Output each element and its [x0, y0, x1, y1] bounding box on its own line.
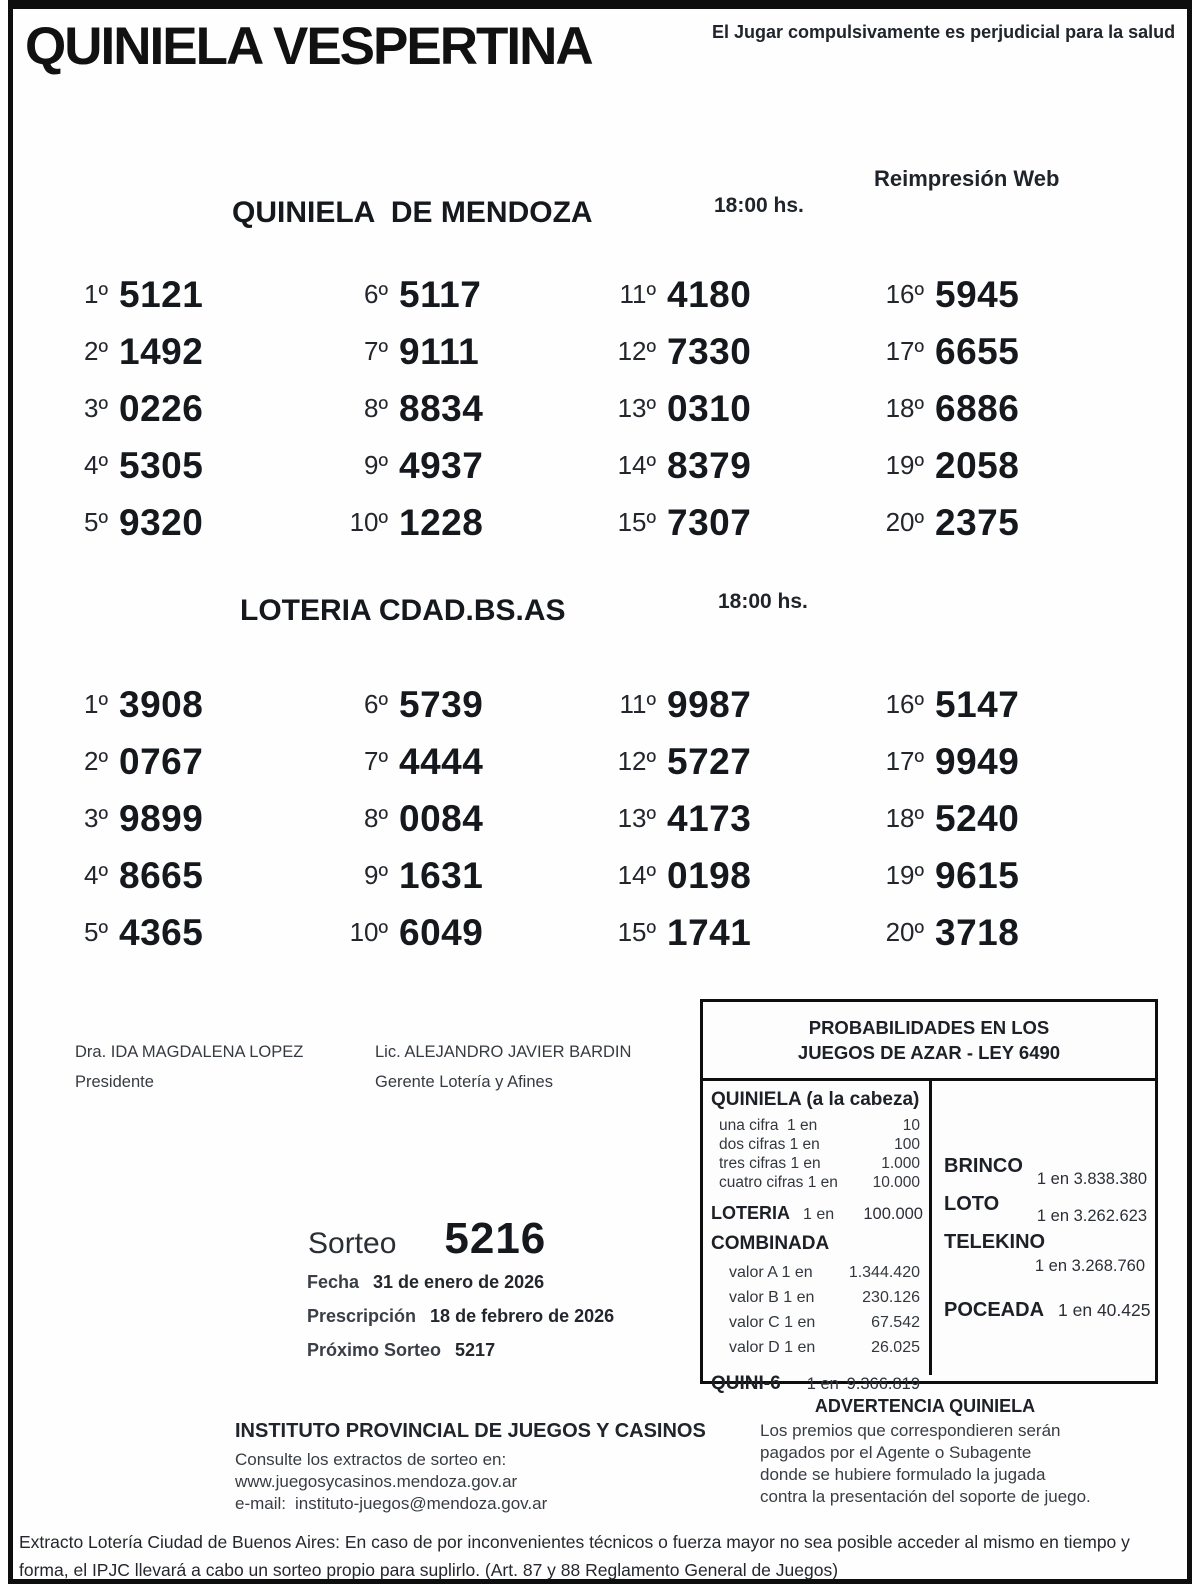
result-number: 4937: [399, 444, 484, 486]
result-cell: [50, 437, 330, 494]
result-number: 5117: [399, 273, 482, 315]
result-cell: [866, 847, 1116, 904]
probabilities-title: [703, 1002, 1155, 1081]
advertencia-title: ADVERTENCIA QUINIELA: [814, 1396, 1036, 1416]
odds-value: 10.000: [872, 1174, 920, 1191]
proximo-sorteo-value: 5217: [455, 1340, 496, 1360]
odds-label: dos cifras 1 en: [719, 1136, 820, 1153]
result-position: 3º: [84, 803, 108, 833]
result-number: 3718: [935, 911, 1020, 953]
result-number: 1741: [667, 911, 752, 953]
odds-row: [711, 1285, 924, 1310]
result-position: 6º: [364, 279, 388, 309]
quini6-odds-row: [711, 1373, 924, 1395]
telekino-odds-row: [944, 1231, 1147, 1276]
odds-label: cuatro cifras 1 en: [719, 1174, 838, 1191]
result-position: 12º: [617, 336, 656, 366]
result-number: 5147: [935, 683, 1020, 725]
sorteo-row: [308, 1214, 546, 1264]
result-position: 14º: [617, 860, 656, 890]
result-number: 8834: [399, 387, 484, 429]
result-number: 9987: [667, 683, 752, 725]
fecha-value: 31 de enero de 2026: [373, 1272, 545, 1292]
result-cell: [330, 494, 598, 551]
telekino-label: TELEKINO: [944, 1231, 1046, 1253]
result-number: 4173: [667, 797, 752, 839]
result-number: 2058: [935, 444, 1020, 486]
results-grid-mendoza: [50, 266, 1116, 551]
sorteo-label: Sorteo: [308, 1227, 397, 1260]
loto-label: LOTO: [944, 1193, 1000, 1215]
result-position: 20º: [885, 917, 924, 947]
result-number: 0084: [399, 797, 484, 839]
loteria-odds-mid: 1 en: [803, 1206, 835, 1223]
odds-row: [711, 1135, 924, 1154]
advertencia-line: donde se hubiere formulado la jugada: [760, 1465, 1046, 1484]
probabilities-title-line1: PROBABILIDADES EN LOS: [808, 1016, 1050, 1038]
email-label: e-mail:: [235, 1494, 287, 1513]
poceada-label: POCEADA: [944, 1299, 1045, 1321]
result-number: 0226: [119, 387, 204, 429]
result-cell: [50, 676, 330, 733]
brinco-label: BRINCO: [944, 1155, 1023, 1177]
odds-value: 1.344.420: [848, 1264, 920, 1281]
signature-manager-name: Lic. ALEJANDRO JAVIER BARDIN: [375, 1043, 632, 1061]
result-number: 9320: [119, 501, 204, 543]
advertencia-body: [760, 1420, 1160, 1508]
probabilities-box: [700, 999, 1158, 1394]
advertencia-line: contra la presentación del soporte de juego.: [760, 1487, 1091, 1506]
result-number: 1228: [399, 501, 484, 543]
result-position: 15º: [617, 507, 656, 537]
loteria-odds-row: [711, 1203, 924, 1224]
institute-name: INSTITUTO PROVINCIAL DE JUEGOS Y CASINOS: [235, 1420, 706, 1442]
loto-odds: 1 en 3.262.623: [1036, 1207, 1147, 1225]
odds-value: 67.542: [871, 1314, 920, 1331]
result-position: 18º: [885, 393, 924, 423]
probabilities-title-line2: JUEGOS DE AZAR - LEY 6490: [797, 1041, 1061, 1063]
result-position: 15º: [617, 917, 656, 947]
result-position: 19º: [885, 450, 924, 480]
result-cell: [598, 904, 866, 961]
brinco-odds-row: [944, 1155, 1147, 1193]
health-warning: El Jugar compulsivamente es perjudicial para la salud: [712, 22, 1176, 42]
result-number: 9949: [935, 740, 1020, 782]
result-cell: [598, 323, 866, 380]
result-number: 5121: [119, 273, 204, 315]
signature-president-role: Presidente: [75, 1073, 154, 1091]
result-cell: [50, 266, 330, 323]
result-position: 8º: [364, 803, 388, 833]
result-cell: [598, 676, 866, 733]
draw-title-mendoza: QUINIELA DE MENDOZA: [232, 196, 593, 229]
prescripcion-label: Prescripción: [307, 1306, 417, 1326]
result-cell: [598, 494, 866, 551]
result-cell: [866, 380, 1116, 437]
result-position: 5º: [84, 507, 108, 537]
odds-label: una cifra 1 en: [719, 1117, 818, 1134]
result-position: 1º: [84, 279, 108, 309]
result-position: 2º: [84, 746, 108, 776]
quini6-odds-label: QUINI-6: [711, 1373, 781, 1394]
result-cell: [866, 790, 1116, 847]
result-position: 16º: [885, 279, 924, 309]
brinco-odds: 1 en 3.838.380: [1036, 1170, 1147, 1188]
result-position: 11º: [619, 279, 656, 309]
poceada-odds: 1 en 40.425: [1058, 1300, 1151, 1320]
combinada-odds-rows: [711, 1260, 924, 1360]
result-cell: [330, 733, 598, 790]
sorteo-number: 5216: [444, 1214, 547, 1263]
quini6-odds-mid: 1 en: [806, 1375, 839, 1393]
result-number: 5305: [119, 444, 204, 486]
email-address: instituto-juegos@mendoza.gov.ar: [295, 1494, 548, 1513]
result-cell: [598, 380, 866, 437]
odds-label: valor D 1 en: [729, 1339, 816, 1356]
result-position: 9º: [364, 860, 388, 890]
proximo-sorteo-label: Próximo Sorteo: [307, 1340, 442, 1360]
result-position: 1º: [84, 689, 108, 719]
result-number: 0767: [119, 740, 204, 782]
result-cell: [330, 790, 598, 847]
result-number: 5727: [667, 740, 752, 782]
odds-row: [711, 1310, 924, 1335]
result-cell: [866, 323, 1116, 380]
fecha-line: [307, 1272, 544, 1293]
prescripcion-value: 18 de febrero de 2026: [430, 1306, 615, 1326]
loto-odds-row: [944, 1193, 1147, 1231]
result-position: 10º: [349, 507, 388, 537]
result-position: 17º: [885, 746, 924, 776]
odds-row: [711, 1260, 924, 1285]
result-number: 2375: [935, 501, 1020, 543]
result-number: 1492: [119, 330, 204, 372]
result-number: 0310: [667, 387, 752, 429]
result-position: 7º: [364, 336, 388, 366]
result-position: 4º: [84, 450, 108, 480]
result-position: 10º: [349, 917, 388, 947]
odds-value: 100: [894, 1136, 920, 1153]
result-number: 8379: [667, 444, 752, 486]
prescripcion-line: [307, 1306, 614, 1327]
result-number: 4444: [399, 740, 484, 782]
result-number: 5945: [935, 273, 1020, 315]
institute-email-line: [235, 1494, 547, 1514]
odds-label: valor A 1 en: [729, 1264, 813, 1281]
result-cell: [330, 847, 598, 904]
result-position: 2º: [84, 336, 108, 366]
combinada-odds-header: COMBINADA: [711, 1233, 830, 1254]
advertencia-line: Los premios que correspondieren serán: [760, 1421, 1061, 1440]
result-number: 7330: [667, 330, 752, 372]
result-cell: [50, 323, 330, 380]
result-number: 9899: [119, 797, 204, 839]
result-number: 6886: [935, 387, 1020, 429]
result-number: 9615: [935, 854, 1020, 896]
result-position: 13º: [617, 393, 656, 423]
result-cell: [330, 676, 598, 733]
result-cell: [330, 904, 598, 961]
proximo-sorteo-line: [307, 1340, 495, 1361]
odds-row: [711, 1173, 924, 1192]
quini6-odds-value: 9.366.819: [846, 1375, 920, 1393]
institute-website: www.juegosycasinos.mendoza.gov.ar: [235, 1472, 518, 1491]
result-position: 20º: [885, 507, 924, 537]
result-number: 6655: [935, 330, 1020, 372]
signature-president-name: Dra. IDA MAGDALENA LOPEZ: [75, 1043, 304, 1061]
result-cell: [50, 847, 330, 904]
footer-legal-note: Extracto Lotería Ciudad de Buenos Aires: En caso de por inconvenientes técnicos o fuerza mayor no sea posible acceder al mismo en tiempo y forma, el IPJC llevará a cabo un sorteo propio para suplirlo. (Art. 87 y 88 Reglamento General de Juegos): [19, 1532, 1130, 1580]
result-position: 11º: [619, 689, 656, 719]
result-number: 1631: [399, 854, 484, 896]
result-position: 5º: [84, 917, 108, 947]
result-cell: [866, 904, 1116, 961]
result-cell: [50, 733, 330, 790]
result-position: 4º: [84, 860, 108, 890]
poceada-odds-row: [944, 1299, 1151, 1322]
odds-value: 1.000: [881, 1155, 920, 1172]
odds-label: valor C 1 en: [729, 1314, 816, 1331]
result-position: 8º: [364, 393, 388, 423]
result-position: 13º: [617, 803, 656, 833]
result-number: 6049: [399, 911, 484, 953]
odds-row: [711, 1116, 924, 1135]
document-page: [8, 0, 1192, 1584]
result-cell: [330, 323, 598, 380]
result-number: 8665: [119, 854, 204, 896]
odds-row: [711, 1154, 924, 1173]
result-cell: [598, 847, 866, 904]
result-position: 16º: [885, 689, 924, 719]
loteria-odds-value: 100.000: [863, 1205, 923, 1223]
draw-time-mendoza: 18:00 hs.: [714, 194, 804, 217]
result-cell: [330, 380, 598, 437]
quiniela-odds-header: QUINIELA (a la cabeza): [711, 1089, 920, 1110]
result-position: 14º: [617, 450, 656, 480]
result-position: 12º: [617, 746, 656, 776]
telekino-odds: 1 en 3.268.760: [1034, 1257, 1145, 1275]
odds-value: 230.126: [862, 1289, 920, 1306]
result-cell: [50, 494, 330, 551]
loteria-odds-label: LOTERIA: [711, 1203, 790, 1223]
result-cell: [50, 380, 330, 437]
reprint-label: Reimpresión Web: [874, 166, 1060, 191]
draw-time-bsas: 18:00 hs.: [718, 590, 808, 613]
institute-consult-line: Consulte los extractos de sorteo en:: [235, 1450, 507, 1469]
result-number: 4365: [119, 911, 204, 953]
result-cell: [866, 733, 1116, 790]
result-number: 5739: [399, 683, 484, 725]
advertencia-line: pagados por el Agente o Subagente: [760, 1443, 1032, 1462]
signature-manager-role: Gerente Lotería y Afines: [375, 1073, 553, 1091]
results-grid-bsas: [50, 676, 1116, 961]
fecha-label: Fecha: [307, 1272, 360, 1292]
odds-label: valor B 1 en: [729, 1289, 815, 1306]
result-position: 3º: [84, 393, 108, 423]
result-number: 4180: [667, 273, 752, 315]
result-position: 9º: [364, 450, 388, 480]
result-cell: [598, 266, 866, 323]
result-number: 9111: [399, 330, 480, 372]
result-position: 18º: [885, 803, 924, 833]
draw-title-bsas: LOTERIA CDAD.BS.AS: [240, 594, 566, 627]
page-title: QUINIELA VESPERTINA: [25, 17, 592, 76]
result-number: 7307: [667, 501, 752, 543]
probabilities-left-column: [703, 1081, 932, 1394]
result-cell: [598, 437, 866, 494]
result-cell: [866, 494, 1116, 551]
result-cell: [866, 676, 1116, 733]
result-cell: [598, 733, 866, 790]
result-cell: [50, 904, 330, 961]
result-cell: [50, 790, 330, 847]
result-cell: [330, 437, 598, 494]
result-position: 6º: [364, 689, 388, 719]
odds-value: 26.025: [871, 1339, 920, 1356]
result-number: 3908: [119, 683, 204, 725]
result-number: 0198: [667, 854, 752, 896]
result-cell: [866, 266, 1116, 323]
result-position: 7º: [364, 746, 388, 776]
result-cell: [866, 437, 1116, 494]
probabilities-body: [703, 1081, 1155, 1394]
odds-value: 10: [902, 1117, 920, 1134]
odds-label: tres cifras 1 en: [719, 1155, 821, 1172]
result-number: 5240: [935, 797, 1020, 839]
result-cell: [598, 790, 866, 847]
probabilities-right-column: [932, 1081, 1155, 1375]
result-cell: [330, 266, 598, 323]
result-position: 17º: [885, 336, 924, 366]
odds-row: [711, 1335, 924, 1360]
result-position: 19º: [885, 860, 924, 890]
